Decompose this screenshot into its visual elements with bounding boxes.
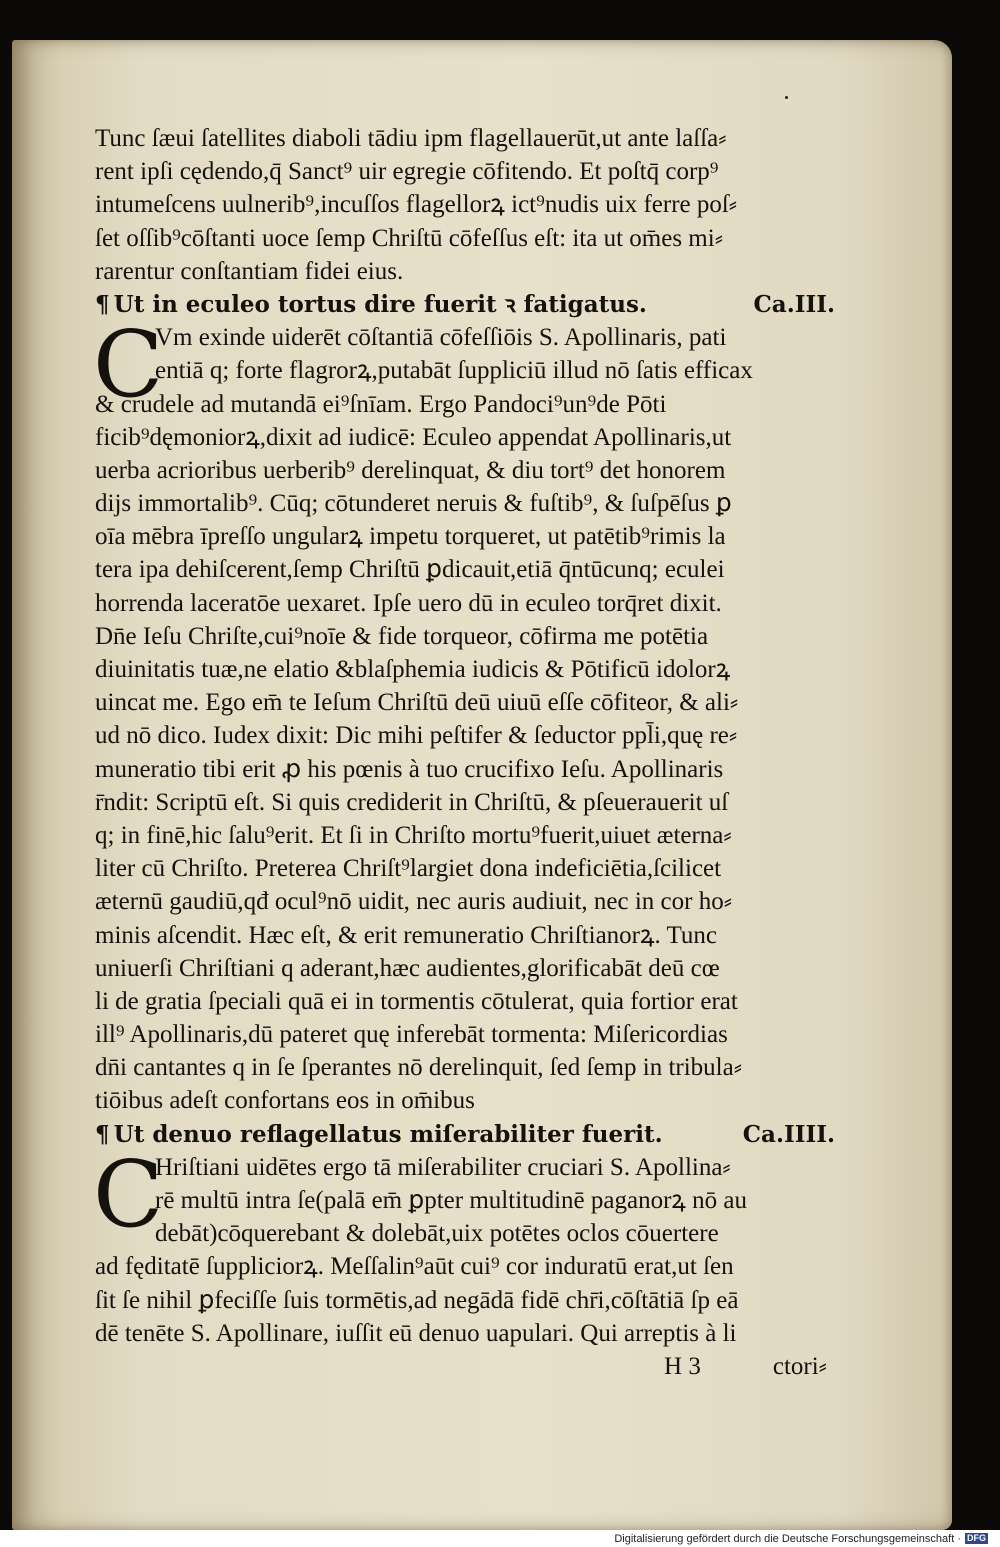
page-dot: [785, 96, 788, 99]
text-line: diuinitatis tuæ,ne elatio &blaſphemia iudicis & Pōtificū idolorꝝ: [95, 656, 731, 683]
pilcrow-icon: ¶: [95, 1120, 110, 1148]
heading-title: Ut in eculeo tortus dire fuerit ꝛ fatigatus.: [113, 290, 647, 318]
dfg-logo: DFG: [967, 1533, 986, 1543]
page-footer-marks: [95, 1350, 835, 1383]
text-line: intumeſcens uulnerib⁹,incuſſos flagellorꝝ ict⁹nudis uix ferre poſ⸗: [95, 191, 738, 219]
text-line: æternū gaudiū,qđ ocul⁹nō uidit, nec auris audiuit, nec in cor ho⸗: [95, 888, 733, 916]
text-line: rē multū intra ſe(palā em̄ ꝑpter multitudinē paganorꝝ nō au: [155, 1187, 747, 1214]
paragraph-body-3: [95, 388, 835, 1118]
catchword: ctori⸗: [772, 1352, 827, 1380]
text-line: horrenda laceratōe uexaret. Ipſe uero dū in eculeo torq̄ret dixit.: [95, 589, 722, 617]
text-line: ud nō dico. Iudex dixit: Dic mihi peſtifer & ſeductor ppl̄i,quę re⸗: [95, 722, 738, 750]
text-line: r̄ndit: Scriptū eſt. Si quis crediderit in Chriſtū, & pſeuerauerit uſ: [95, 788, 729, 816]
text-line: & crudele ad mutandā ei⁹ſnīam. Ergo Pandoci⁹un⁹de Pōti: [95, 390, 667, 418]
initial-capital: C: [93, 1140, 164, 1248]
text-line: muneratio tibi erit ꝓ his pœnis à tuo crucifixo Ieſu. Apollinaris: [95, 755, 724, 783]
heading-title: Ut denuo reflagellatus miſerabiliter fuerit.: [113, 1120, 663, 1148]
text-line: dn̄i cantantes q in ſe ſperantes nō derelinquit, ſed ſemp in tribula⸗: [95, 1054, 743, 1082]
text-line: Tunc ſæui ſatellites diaboli tādiu ipm flagellauerūt,ut ante laſſa⸗: [95, 125, 727, 152]
text-line: Vm exinde uiderēt cōſtantiā cōfeſſiōis S. Apollinaris, pati: [155, 324, 727, 352]
credit-text: Digitalisierung gefördert durch die Deutsche Forschungsgemeinschaft ·: [614, 1532, 961, 1545]
text-line: liter cū Chriſto. Preterea Chriſt⁹largiet dona indeficiētia,ſcilicet: [95, 855, 722, 883]
text-line: uniuerſi Chriſtiani q aderant,hæc audientes,glorificabāt deū cœ: [95, 954, 720, 982]
text-line: debāt)cōquerebant & dolebāt,uix potētes oclos cōuertere: [155, 1220, 719, 1248]
text-line: q; in finē,hic ſalu⁹erit. Et ſi in Chriſto mortu⁹fuerit,uiuet æterna⸗: [95, 821, 732, 849]
paragraph-body-4: [95, 1250, 835, 1350]
signature-mark: H 3: [664, 1352, 701, 1380]
text-line: uincat me. Ego em̄ te Ieſum Chriſtū deū uiuū eſſe cōfiteor, & ali⸗: [95, 689, 739, 717]
pilcrow-icon: ¶: [95, 290, 110, 318]
text-line: ficib⁹dęmoniorꝝ,dixit ad iudicē: Eculeo appendat Apollinaris,ut: [95, 423, 732, 451]
text-line: tera ipa dehiſcerent,ſemp Chriſtū ꝑdicauit,etiā q̄ntūcunq; eculei: [95, 556, 725, 584]
chapter-number: Ca.IIII.: [742, 1120, 835, 1148]
text-line: rent ipſi cędendo,q̄ Sanct⁹ uir egregie cōfitendo. Et poſtq̄ corp⁹: [95, 158, 719, 186]
chapter-heading-3: [95, 288, 835, 321]
text-line: ſet oſſib⁹cōſtanti uoce ſemp Chriſtū cōfeſſus eſt: ita ut om̄es mi⸗: [95, 224, 724, 252]
book-page: [12, 40, 952, 1530]
text-line: oīa mēbra īpreſſo ungularꝝ impetu torqueret, ut patētib⁹rimis la: [95, 523, 726, 551]
text-line: uerba acrioribus uerberib⁹ derelinquat, & diu tort⁹ det honorem: [95, 456, 726, 484]
text-line: entiā q; forte flagrorꝝ,putabāt ſuppliciū illud nō ſatis efficax: [155, 357, 753, 385]
initial-capital: C: [93, 311, 164, 419]
text-line: tiōibus adeſt confortans eos in om̄ibus: [95, 1087, 475, 1115]
text-line: Hriſtiani uidētes ergo tā miſerabiliter cruciari S. Apollina⸗: [155, 1153, 731, 1181]
text-line: ad fęditatē ſuppliciorꝝ. Meſſalin⁹aūt cui⁹ cor induratū erat,ut ſen: [95, 1253, 734, 1281]
chapter-number: Ca.III.: [753, 290, 835, 318]
text-line: ſit ſe nihil ꝑfeciſſe ſuis tormētis,ad negādā fidē chr̄i,cōſtātiā ſp eā: [95, 1286, 739, 1314]
page-text: [95, 122, 835, 1383]
text-line: Dn̄e Ieſu Chriſte,cui⁹noīe & fide torqueor, cōfirma me potētia: [95, 622, 709, 650]
text-line: dē tenēte S. Apollinare, iuſſit eū denuo uapulari. Qui arreptis à li: [95, 1319, 737, 1347]
text-line: dijs immortalib⁹. Cūq; cōtunderet neruis & fuſtib⁹, & ſuſpēſus ꝑ: [95, 490, 732, 518]
text-line: minis aſcendit. Hæc eſt, & erit remuneratio Chriſtianorꝝ. Tunc: [95, 921, 717, 949]
text-line: rarentur conſtantiam fidei eius.: [95, 257, 404, 285]
text-line: li de gratia ſpeciali quā ei in tormentis cōtulerat, quia fortior erat: [95, 987, 738, 1015]
chapter-heading-4: [95, 1118, 835, 1151]
digitization-credit-bar: [0, 1530, 1000, 1547]
text-line: ill⁹ Apollinaris,dū pateret quę inferebāt tormenta: Miſericordias: [95, 1021, 728, 1049]
paragraph-cap-4: [93, 1140, 835, 1251]
